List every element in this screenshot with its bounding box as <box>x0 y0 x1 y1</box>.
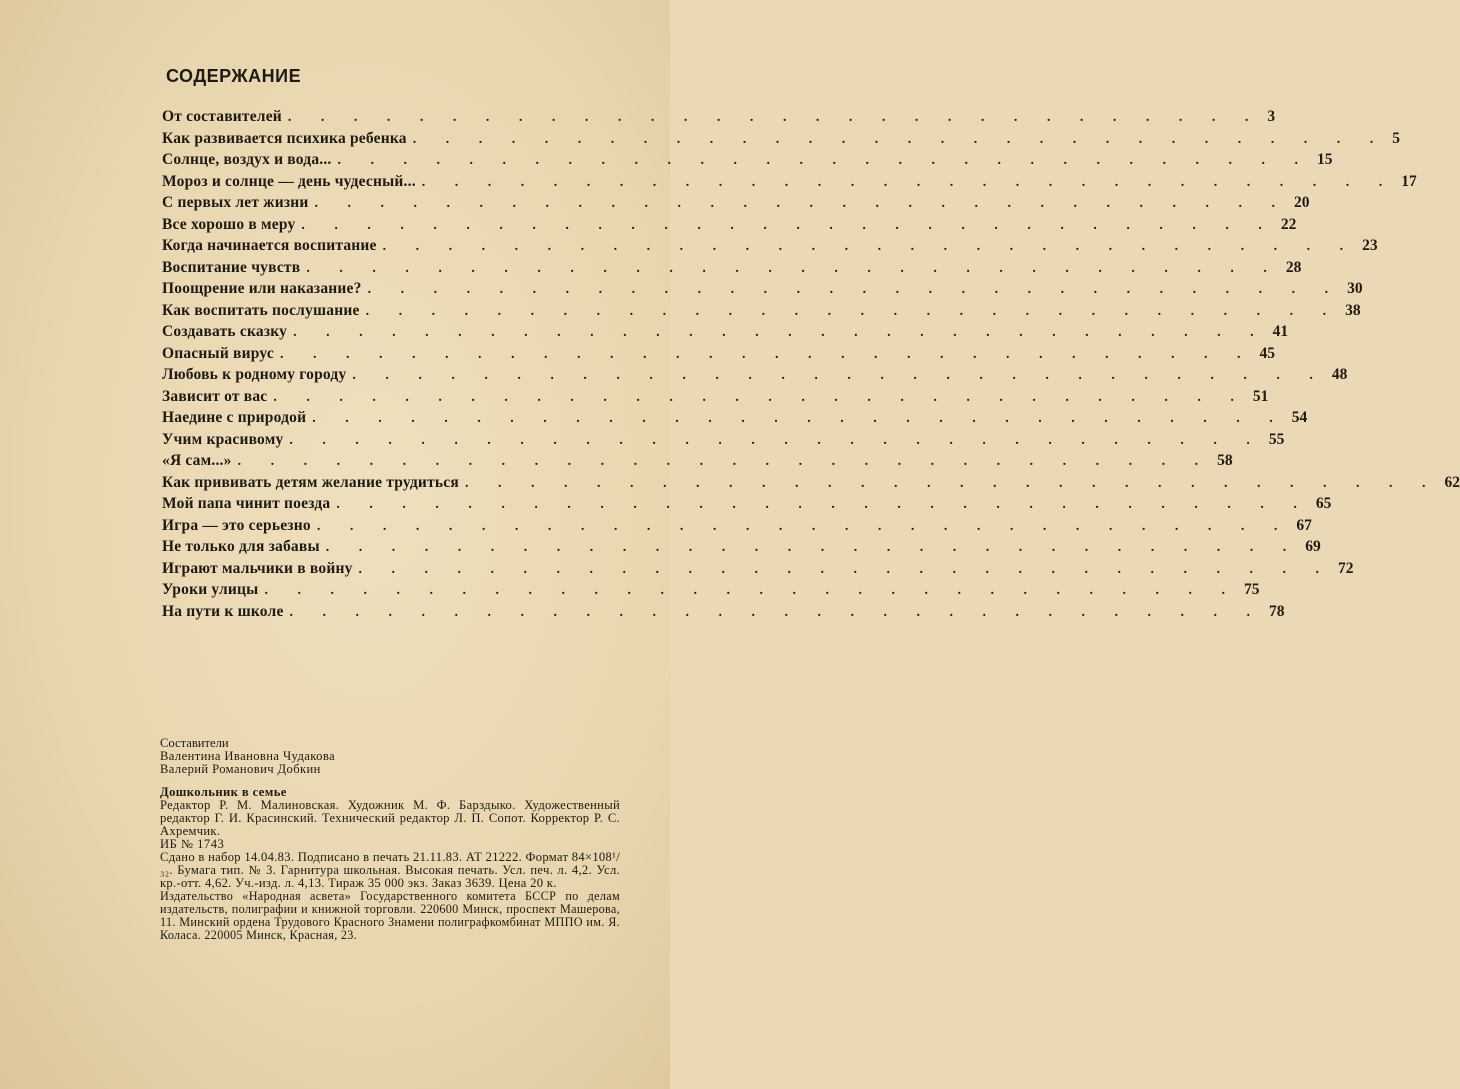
toc-entry-page: 62 <box>1444 473 1460 491</box>
toc-dot-leader: . . . . . . . . . . . . . . . . . . . . . . . . . . . . . . <box>316 518 1291 534</box>
toc-entry-page: 51 <box>1252 387 1269 405</box>
toc-entry <box>162 559 1354 582</box>
editorial-credits: Редактор Р. М. Малиновская. Художник М. Ф. Барздыко. Художественный редактор Г. И. Красинский. Технический редактор Л. П. Сопот. Корректор Р. С. Ахремчик. <box>160 798 620 838</box>
toc-dot-leader: . . . . . . . . . . . . . . . . . . . . . . . . . . . . . . <box>336 497 1310 512</box>
toc-dot-leader: . . . . . . . . . . . . . . . . . . . . . . . . . . . . . . <box>237 454 1212 469</box>
toc-entry-page: 3 <box>1267 108 1276 125</box>
toc-dot-leader: . . . . . . . . . . . . . . . . . . . . . . . . . . . . . . <box>287 110 1262 125</box>
toc-entry <box>162 129 1400 152</box>
toc-entry-title: Солнце, воздух и вода... <box>162 151 332 168</box>
toc-dot-leader: . . . . . . . . . . . . . . . . . . . . . . . . . . . . . . <box>464 475 1439 491</box>
toc-entry-page: 67 <box>1296 516 1312 534</box>
toc-entry <box>162 387 1269 410</box>
toc-entry-page: 55 <box>1268 430 1285 448</box>
toc-dot-leader: . . . . . . . . . . . . . . . . . . . . . . . . . . . . . . <box>273 389 1247 405</box>
toc-entry-page: 38 <box>1345 301 1361 319</box>
toc-dot-leader: . . . . . . . . . . . . . . . . . . . . . . . . . . . . . . <box>264 583 1238 598</box>
toc-dot-leader: . . . . . . . . . . . . . . . . . . . . . . . . . . . . . . <box>365 303 1340 319</box>
toc-entry <box>162 344 1275 367</box>
toc-entry <box>162 581 1260 603</box>
toc-entry <box>162 602 1285 625</box>
toc-entry-title: С первых лет жизни <box>162 194 309 211</box>
toc-entry-page: 72 <box>1338 559 1354 577</box>
toc-entry <box>162 172 1417 195</box>
toc-dot-leader: . . . . . . . . . . . . . . . . . . . . . . . . . . . . . . <box>367 282 1342 297</box>
compiler-name: Валентина Ивановна Чудакова <box>160 749 335 763</box>
toc-entry-title: Как прививать детям желание трудиться <box>162 473 459 491</box>
toc-dot-leader: . . . . . . . . . . . . . . . . . . . . . . . . . . . . . . <box>312 411 1286 426</box>
toc-entry-title: Уроки улицы <box>162 581 259 598</box>
toc-entry <box>162 409 1308 431</box>
compilers-block <box>160 737 620 776</box>
toc-entry-page: 20 <box>1294 194 1310 211</box>
toc-entry <box>162 194 1310 216</box>
toc-entry-title: Как развивается психика ребенка <box>162 129 407 147</box>
toc-dot-leader: . . . . . . . . . . . . . . . . . . . . . . . . . . . . . . <box>301 217 1275 233</box>
toc-entry-page: 45 <box>1259 344 1275 362</box>
toc-entry <box>162 108 1276 130</box>
toc-entry-title: Воспитание чувств <box>162 258 301 276</box>
toc-dot-leader: . . . . . . . . . . . . . . . . . . . . . . . . . . . . . . <box>314 196 1289 211</box>
toc-entry-page: 15 <box>1317 151 1333 168</box>
imprint <box>160 737 620 942</box>
toc-entry-page: 75 <box>1243 581 1260 598</box>
toc-entry-page: 30 <box>1347 280 1363 297</box>
toc-entry-title: Мороз и солнце — день чудесный... <box>162 172 416 190</box>
toc-entry <box>162 538 1321 560</box>
compilers-label: Составители <box>160 736 229 750</box>
toc-entry-title: Мой папа чинит поезда <box>162 495 331 512</box>
toc-entry-title: Как воспитать послушание <box>162 301 360 319</box>
toc-dot-leader: . . . . . . . . . . . . . . . . . . . . . . . . . . . . . . <box>382 239 1357 254</box>
toc-dot-leader: . . . . . . . . . . . . . . . . . . . . . . . . . . . . . . <box>293 325 1267 340</box>
toc-entry-title: Зависит от вас <box>162 387 268 405</box>
toc-entry-title: Играют мальчики в войну <box>162 559 353 577</box>
toc-entry-title: Любовь к родному городу <box>162 366 347 383</box>
toc-entry <box>162 280 1363 302</box>
toc-entry <box>162 430 1285 453</box>
toc-entry <box>162 323 1289 345</box>
toc-entry-title: Все хорошо в меру <box>162 215 296 233</box>
toc-entry <box>162 215 1297 238</box>
toc-entry <box>162 516 1312 539</box>
toc-entry-page: 17 <box>1401 172 1417 190</box>
compiler-name: Валерий Романович Добкин <box>160 762 321 776</box>
toc-entry-title: На пути к школе <box>162 602 284 620</box>
toc-entry-page: 65 <box>1315 495 1332 512</box>
toc-entry-title: Наедине с природой <box>162 409 307 426</box>
toc-entry-title: Когда начинается воспитание <box>162 237 377 254</box>
toc-dot-leader: . . . . . . . . . . . . . . . . . . . . . . . . . . . . . . <box>279 346 1254 362</box>
toc-entry <box>162 258 1302 281</box>
toc-dot-leader: . . . . . . . . . . . . . . . . . . . . . . . . . . . . . . <box>306 260 1280 276</box>
toc-entry <box>162 237 1378 259</box>
table-of-contents <box>162 108 1460 624</box>
toc-entry-title: Поощрение или наказание? <box>162 280 362 297</box>
toc-dot-leader: . . . . . . . . . . . . . . . . . . . . . . . . . . . . . . <box>352 368 1326 383</box>
toc-dot-leader: . . . . . . . . . . . . . . . . . . . . . . . . . . . . . . <box>289 432 1263 448</box>
toc-entry-page: 58 <box>1217 452 1233 469</box>
page-title: СОДЕРЖАНИЕ <box>166 66 302 86</box>
toc-entry <box>162 473 1460 496</box>
toc-entry <box>162 495 1332 517</box>
toc-dot-leader: . . . . . . . . . . . . . . . . . . . . . . . . . . . . . . <box>337 153 1311 168</box>
toc-dot-leader: . . . . . . . . . . . . . . . . . . . . . . . . . . . . . . <box>421 174 1396 190</box>
toc-entry <box>162 301 1361 324</box>
toc-entry-page: 54 <box>1291 409 1308 426</box>
toc-entry-page: 41 <box>1272 323 1289 340</box>
toc-entry <box>162 151 1333 173</box>
toc-dot-leader: . . . . . . . . . . . . . . . . . . . . . . . . . . . . . . <box>358 561 1333 577</box>
publisher-info: Издательство «Народная асвета» Государственного комитета БССР по делам издательств, полиграфии и книжной торговли. 220600 Минск, проспект Машерова, 11. Минский ордена Трудового Красного Знамени полиграфкомбинат МППО им. Я. Коласа. 220005 Минск, Красная, 23. <box>160 889 620 942</box>
toc-entry-title: Не только для забавы <box>162 538 320 555</box>
print-details: Сдано в набор 14.04.83. Подписано в печать 21.11.83. АТ 21222. Формат 84×108¹/₃₂. Бумага тип. № 3. Гарнитура школьная. Высокая печать. Усл. печ. л. 4,2. Усл. кр.-отт. 4,62. Уч.-изд. л. 4,13. Тираж 35 000 экз. Заказ 3639. Цена 20 к. <box>160 850 620 890</box>
toc-entry-page: 48 <box>1331 366 1348 383</box>
toc-entry-page: 69 <box>1305 538 1321 555</box>
toc-entry-title: «Я сам...» <box>162 452 232 469</box>
toc-entry-title: Создавать сказку <box>162 323 288 340</box>
toc-entry-page: 22 <box>1280 215 1297 233</box>
toc-entry-title: Опасный вирус <box>162 344 274 362</box>
toc-dot-leader: . . . . . . . . . . . . . . . . . . . . . . . . . . . . . . <box>325 540 1300 555</box>
ib-number: ИБ № 1743 <box>160 837 225 851</box>
book-title: Дошкольник в семье <box>160 785 287 799</box>
toc-dot-leader: . . . . . . . . . . . . . . . . . . . . . . . . . . . . . . <box>412 131 1387 147</box>
toc-entry <box>162 452 1233 474</box>
toc-dot-leader: . . . . . . . . . . . . . . . . . . . . . . . . . . . . . . <box>289 604 1264 620</box>
toc-entry-page: 78 <box>1269 602 1285 620</box>
toc-entry-page: 28 <box>1285 258 1302 276</box>
toc-entry-title: От составителей <box>162 108 282 125</box>
toc-entry <box>162 366 1348 388</box>
toc-entry-page: 5 <box>1392 129 1400 147</box>
toc-entry-title: Учим красивому <box>162 430 284 448</box>
toc-entry-title: Игра — это серьезно <box>162 516 311 534</box>
toc-entry-page: 23 <box>1362 237 1378 254</box>
